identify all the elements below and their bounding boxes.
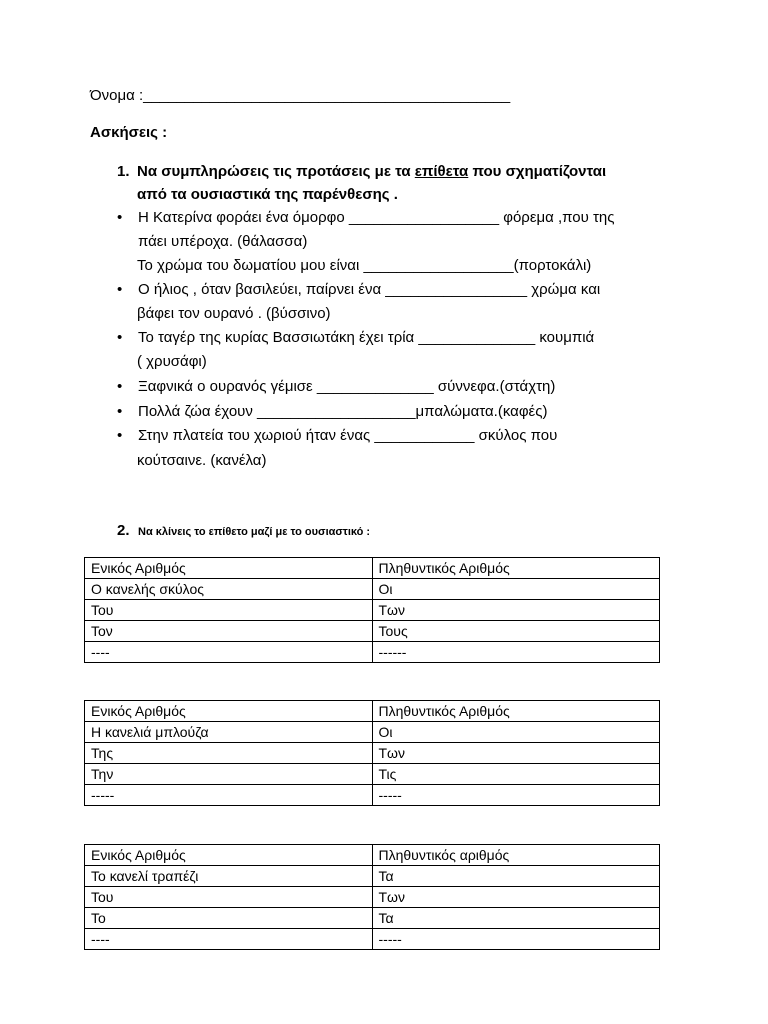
item4-line: Ξαφνικά ο ουρανός γέμισε ______________ σύννεφα.(στάχτη)	[138, 378, 556, 395]
exercise2-number: 2.	[117, 522, 130, 539]
declension-table-2	[84, 700, 660, 806]
item6-line1: Στην πλατεία του χωριού ήταν ένας ____________ σκύλος που	[138, 427, 558, 444]
exercise2-title	[117, 522, 370, 539]
item2-line1: Ο ήλιος , όταν βασιλεύει, παίρνει ένα _________________ χρώμα και	[138, 281, 601, 298]
table-cell: Ο κανελής σκύλος	[85, 579, 373, 600]
table-cell: Ενικός Αριθμός	[85, 701, 373, 722]
table-cell: Πληθυντικός αριθμός	[372, 845, 660, 866]
table-row	[85, 908, 660, 929]
item1b-line: Το χρώμα του δωματίου μου είναι __________________(πορτοκάλι)	[137, 257, 592, 274]
table-row	[85, 785, 660, 806]
bullet-icon: •	[117, 427, 123, 444]
table-row	[85, 642, 660, 663]
exercise1-title-line2: από τα ουσιαστικά της παρένθεσης .	[137, 186, 398, 203]
bullet-icon: •	[117, 378, 123, 395]
table-cell: Οι	[372, 579, 660, 600]
bullet-icon: •	[117, 209, 123, 226]
item5-line: Πολλά ζώα έχουν ___________________μπαλώματα.(καφές)	[138, 403, 548, 420]
table-row	[85, 579, 660, 600]
table-cell: Το κανελί τραπέζι	[85, 866, 373, 887]
table-cell: Την	[85, 764, 373, 785]
table-cell: Πληθυντικός Αριθμός	[372, 558, 660, 579]
table-cell: ----	[85, 642, 373, 663]
table-row	[85, 600, 660, 621]
table-cell: Το	[85, 908, 373, 929]
exercise1-title-part1: Να συμπληρώσεις τις προτάσεις με τα	[137, 163, 415, 180]
table-cell: Οι	[372, 722, 660, 743]
exercise1-title	[117, 160, 606, 206]
bullet-icon: •	[117, 281, 123, 298]
table-header-row	[85, 701, 660, 722]
item6-line2: κούτσαινε. (κανέλα)	[137, 452, 267, 469]
table-cell: -----	[85, 785, 373, 806]
table-cell: -----	[372, 929, 660, 950]
table-cell: Των	[372, 887, 660, 908]
bullet-icon: •	[117, 329, 123, 346]
table-cell: Πληθυντικός Αριθμός	[372, 701, 660, 722]
table-header-row	[85, 558, 660, 579]
table-cell: -----	[372, 785, 660, 806]
exercise1-title-part2: που σχηματίζονται	[468, 163, 607, 180]
declension-table-1	[84, 557, 660, 663]
table-row	[85, 621, 660, 642]
declension-table-3	[84, 844, 660, 950]
table-cell: Ενικός Αριθμός	[85, 558, 373, 579]
exercise1-title-underlined: επίθετα	[414, 163, 469, 180]
item1-line1: Η Κατερίνα φοράει ένα όμορφο __________________ φόρεμα ,που της	[138, 209, 615, 226]
table-cell: Τα	[372, 866, 660, 887]
table-cell: ----	[85, 929, 373, 950]
table-cell: Του	[85, 600, 373, 621]
table-row	[85, 722, 660, 743]
table-cell: Τον	[85, 621, 373, 642]
table-cell: Τις	[372, 764, 660, 785]
table-cell: Τους	[372, 621, 660, 642]
table-cell: Της	[85, 743, 373, 764]
table-row	[85, 929, 660, 950]
item3-line1: Το ταγέρ της κυρίας Βασσιωτάκη έχει τρία ______________ κουμπιά	[138, 329, 595, 346]
table-header-row	[85, 845, 660, 866]
table-cell: Των	[372, 600, 660, 621]
bullet-icon: •	[117, 403, 123, 420]
exercise1-number: 1.	[117, 163, 130, 180]
table-row	[85, 764, 660, 785]
item1-line2: πάει υπέροχα. (θάλασσα)	[138, 233, 308, 250]
table-row	[85, 743, 660, 764]
table-cell: Των	[372, 743, 660, 764]
table-cell: Τα	[372, 908, 660, 929]
exercises-heading: Ασκήσεις :	[90, 124, 168, 141]
table-row	[85, 866, 660, 887]
item2-line2: βάφει τον ουρανό . (βύσσινο)	[137, 305, 331, 322]
table-cell: Του	[85, 887, 373, 908]
item3-line2: ( χρυσάφι)	[137, 353, 207, 370]
table-cell: ------	[372, 642, 660, 663]
name-line: Όνομα :____________________________________________	[90, 87, 511, 104]
table-cell: Ενικός Αριθμός	[85, 845, 373, 866]
exercise2-title-text: Να κλίνεις το επίθετο μαζί με το ουσιαστικό :	[138, 526, 371, 538]
table-row	[85, 887, 660, 908]
table-cell: Η κανελιά μπλούζα	[85, 722, 373, 743]
